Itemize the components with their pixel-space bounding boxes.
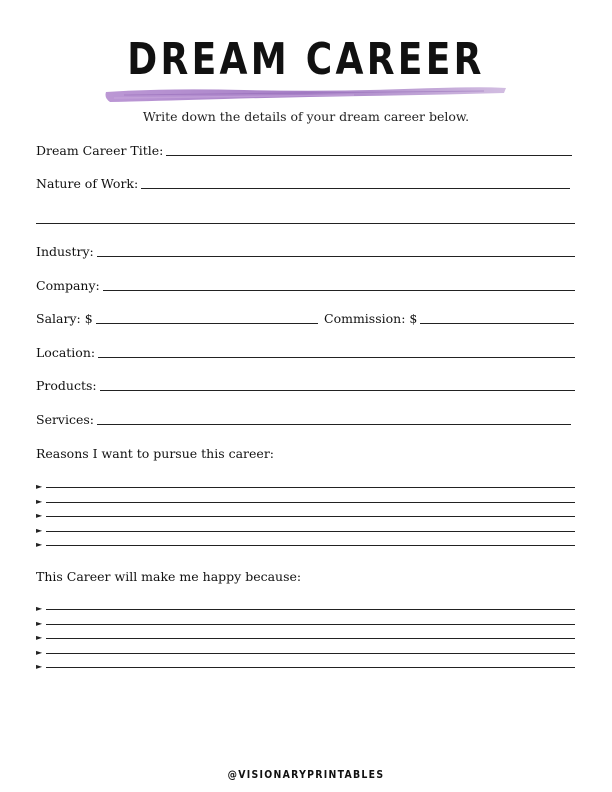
write-line[interactable] [141,187,570,189]
field-label: Services: [36,412,95,427]
page-title: DREAM CAREER [127,34,485,85]
happy-line[interactable] [36,645,575,657]
write-line[interactable] [46,486,575,488]
write-line[interactable] [46,515,575,517]
write-line[interactable] [46,530,575,532]
write-line[interactable] [46,608,575,610]
footer-handle: @VISIONARYPRINTABLES [227,768,385,781]
write-line[interactable] [103,289,575,291]
industry-field[interactable] [36,244,575,259]
field-label: Products: [36,378,97,393]
bullet-arrow-icon: ► [36,648,43,657]
happy-line[interactable] [36,601,575,613]
salary-field[interactable] [36,311,318,326]
bullet-arrow-icon: ► [36,482,43,491]
happy-line[interactable] [36,630,575,642]
reasons-heading: Reasons I want to pursue this career: [36,446,275,461]
write-line[interactable] [46,652,575,654]
reason-line[interactable] [36,479,575,491]
write-line[interactable] [46,501,575,503]
write-line[interactable] [100,389,575,391]
field-label: Industry: [36,244,94,259]
bullet-arrow-icon: ► [36,540,43,549]
bullet-arrow-icon: ► [36,619,43,628]
subtitle: Write down the details of your dream career below. [142,109,470,124]
write-line[interactable] [97,423,571,425]
bullet-arrow-icon: ► [36,604,43,613]
dream-career-title-field[interactable] [36,143,572,158]
bullet-arrow-icon: ► [36,662,43,671]
company-field[interactable] [36,278,575,293]
nature-of-work-field[interactable] [36,176,570,191]
bullet-arrow-icon: ► [36,633,43,642]
happy-line[interactable] [36,659,575,671]
field-label: Nature of Work: [36,176,139,191]
write-line[interactable] [166,154,572,156]
nature-of-work-extra-line[interactable] [36,223,575,224]
write-line[interactable] [46,666,575,668]
write-line[interactable] [97,255,575,257]
happy-heading: This Career will make me happy because: [36,569,302,584]
write-line[interactable] [46,544,575,546]
write-line[interactable] [420,322,574,324]
field-label: Location: [36,345,96,360]
write-line[interactable] [96,322,318,324]
services-field[interactable] [36,412,571,427]
reason-line[interactable] [36,537,575,549]
purple-brush-stroke [104,86,508,104]
bullet-arrow-icon: ► [36,526,43,535]
reason-line[interactable] [36,508,575,520]
location-field[interactable] [36,345,575,360]
field-label: Commission: $ [324,311,418,326]
reason-line[interactable] [36,523,575,535]
bullet-arrow-icon: ► [36,511,43,520]
products-field[interactable] [36,378,575,393]
field-label: Dream Career Title: [36,143,164,158]
write-line[interactable] [46,637,575,639]
field-label: Salary: $ [36,311,93,326]
write-line[interactable] [46,623,575,625]
write-line[interactable] [98,356,575,358]
bullet-arrow-icon: ► [36,497,43,506]
reason-line[interactable] [36,494,575,506]
commission-field[interactable] [324,311,574,326]
happy-line[interactable] [36,616,575,628]
field-label: Company: [36,278,100,293]
